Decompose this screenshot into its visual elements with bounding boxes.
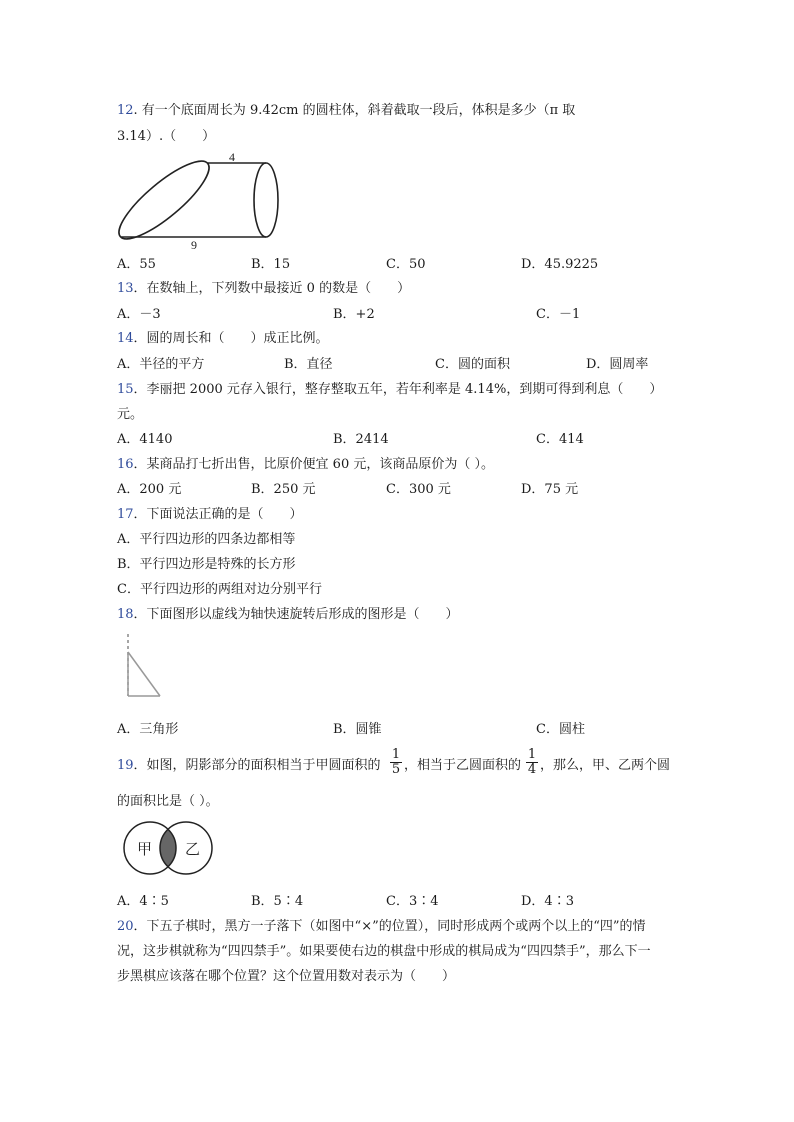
- q15-option-a[interactable]: A．4140: [117, 432, 173, 447]
- question-12-cont: 3.14）.（ ）: [117, 129, 216, 144]
- oblique-cylinder-figure: [115, 150, 285, 250]
- question-text: ．李丽把 2000 元存入银行，整存整取五年，若年利率是 4.14%，到期可得到利息（ ）: [133, 382, 663, 397]
- question-number: 20: [117, 919, 134, 934]
- question-15: [117, 381, 662, 399]
- question-14: [117, 330, 329, 348]
- question-number: 16: [117, 457, 134, 472]
- circle-yi-label: 乙: [185, 840, 201, 858]
- q16-option-a[interactable]: A．200 元: [117, 482, 182, 497]
- q15-option-b[interactable]: B．2414: [333, 432, 389, 447]
- q18-option-c[interactable]: C．圆柱: [536, 722, 585, 737]
- q17-option-c[interactable]: C．平行四边形的两组对边分别平行: [117, 582, 322, 597]
- q18-option-a[interactable]: A．三角形: [117, 722, 179, 737]
- question-text: ．圆的周长和（ ）成正比例。: [133, 331, 329, 346]
- question-text: ．某商品打七折出售，比原价便宜 60 元，该商品原价为（ ）。: [133, 457, 494, 472]
- question-number: 15: [117, 382, 134, 397]
- circle-jia-label: 甲: [137, 840, 153, 858]
- q19-option-d[interactable]: D．4∶3: [521, 894, 574, 909]
- q19-option-b[interactable]: B．5∶4: [251, 894, 304, 909]
- q15-option-c[interactable]: C．414: [536, 432, 584, 447]
- q16-option-b[interactable]: B．250 元: [251, 482, 316, 497]
- q12-option-a[interactable]: A．55: [117, 257, 156, 272]
- question-text-part-c: ，那么，甲、乙两个圆: [540, 758, 671, 773]
- right-triangle-figure: [118, 632, 168, 704]
- question-19: [117, 757, 381, 775]
- question-text: ．在数轴上，下列数中最接近 0 的数是（ ）: [133, 281, 411, 296]
- question-number: 14: [117, 331, 134, 346]
- question-number: 12: [117, 103, 134, 118]
- question-number: 18: [117, 607, 134, 622]
- question-20-cont-2: 步黑棋应该落在哪个位置？这个位置用数对表示为（ ）: [117, 969, 456, 984]
- q12-option-d[interactable]: D．45.9225: [521, 257, 599, 272]
- question-number: 19: [117, 758, 134, 773]
- question-text: ．下面说法正确的是（ ）: [133, 507, 303, 522]
- q19-option-c[interactable]: C．3∶4: [386, 894, 439, 909]
- top-length-label: 4: [229, 150, 235, 164]
- question-number: 13: [117, 281, 134, 296]
- q17-option-a[interactable]: A．平行四边形的四条边都相等: [117, 532, 296, 547]
- question-17: [117, 506, 303, 524]
- question-text: ．下面图形以虚线为轴快速旋转后形成的图形是（ ）: [133, 607, 459, 622]
- question-20: [117, 918, 646, 936]
- q14-option-d[interactable]: D．圆周率: [586, 357, 649, 372]
- question-19-cont: 的面积比是（ ）。: [117, 794, 219, 809]
- question-16: [117, 456, 494, 474]
- q14-option-b[interactable]: B．直径: [284, 357, 333, 372]
- q13-option-a[interactable]: A．－3: [117, 307, 161, 322]
- q14-option-c[interactable]: C．圆的面积: [435, 357, 510, 372]
- question-text-part-b: ，相当于乙圆面积的: [404, 758, 522, 773]
- q12-option-c[interactable]: C．50: [386, 257, 426, 272]
- q18-option-b[interactable]: B．圆锥: [333, 722, 382, 737]
- q19-option-a[interactable]: A．4∶5: [117, 894, 169, 909]
- q16-option-d[interactable]: D．75 元: [521, 482, 579, 497]
- question-12: [117, 102, 575, 120]
- question-text: . 有一个底面周长为 9.42cm 的圆柱体，斜着截取一段后，体积是多少（π 取: [133, 103, 576, 118]
- question-18: [117, 606, 459, 624]
- q14-option-a[interactable]: A．半径的平方: [117, 357, 205, 372]
- question-15-cont: 元。: [117, 407, 144, 422]
- question-20-cont-1: 况，这步棋就称为“四四禁手”。如果要使右边的棋盘中形成的棋局成为“四四禁手”，那么下一: [117, 944, 651, 959]
- q17-option-b[interactable]: B．平行四边形是特殊的长方形: [117, 557, 296, 572]
- question-number: 17: [117, 507, 134, 522]
- bottom-length-label: 9: [191, 238, 197, 250]
- fraction-one-fifth: $\frac{1}{5}$: [391, 747, 401, 777]
- q13-option-b[interactable]: B．+2: [333, 307, 375, 322]
- question-13: [117, 280, 410, 298]
- question-text: ．下五子棋时，黑方一子落下（如图中“×”的位置），同时形成两个或两个以上的“四”的情: [133, 919, 646, 934]
- q12-option-b[interactable]: B．15: [251, 257, 291, 272]
- fraction-one-quarter: $\frac{1}{4}$: [527, 747, 537, 777]
- question-text-part-a: ．如图，阴影部分的面积相当于甲圆面积的: [133, 758, 381, 773]
- q13-option-c[interactable]: C．－1: [536, 307, 581, 322]
- q16-option-c[interactable]: C．300 元: [386, 482, 451, 497]
- overlapping-circles-figure: [120, 818, 215, 878]
